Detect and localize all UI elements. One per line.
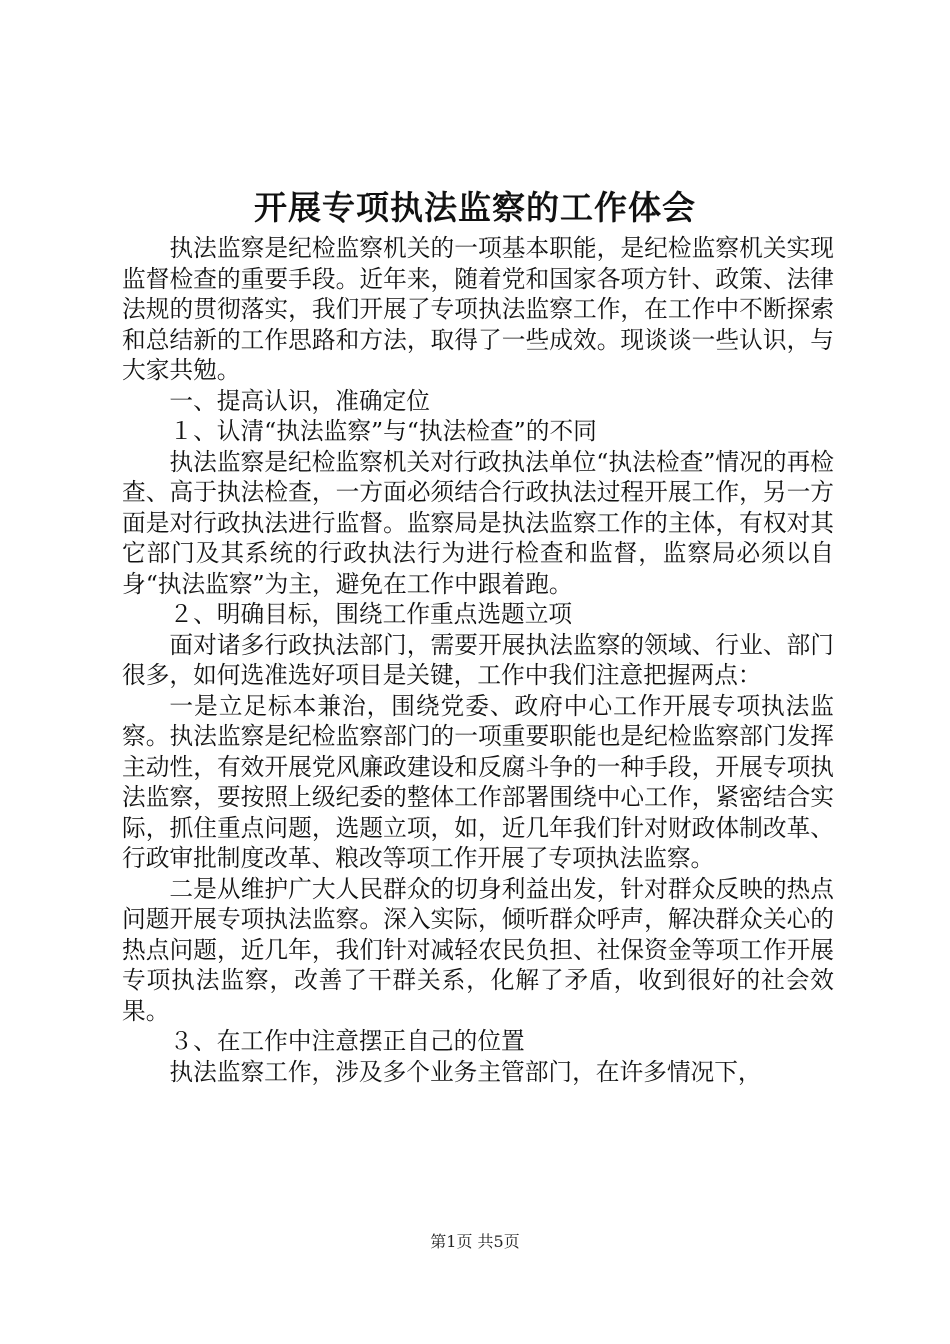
paragraph: 执法监察工作，涉及多个业务主管部门，在许多情况下， bbox=[169, 1057, 762, 1086]
subsection-heading: ３、在工作中注意摆正自己的位置 bbox=[169, 1027, 525, 1055]
subsection-heading: １、认清“执法监察”与“执法检查”的不同 bbox=[169, 417, 597, 445]
paragraph: 执法监察是纪检监察机关的一项基本职能，是纪检监察机关实现监督检查的重要手段。近年来，随着党和国家各项方针、政策、法律法规的贯彻落实，我们开展了专项执法监察工作，在工作中不断探索和总结新的工作思路和方法，取得了一些成效。现谈谈一些认识，与大家共勉。 bbox=[122, 234, 834, 384]
page-footer: 第1页 共5页 bbox=[430, 1232, 520, 1251]
subsection-heading: ２、明确目标，围绕工作重点选题立项 bbox=[169, 600, 573, 628]
paragraph: 一是立足标本兼治，围绕党委、政府中心工作开展专项执法监察。执法监察是纪检监察部门的一项重要职能也是纪检监察部门发挥主动性，有效开展党风廉政建设和反腐斗争的一种手段，开展专项执法监察，要按照上级纪委的整体工作部署围绕中心工作，紧密结合实际，抓住重点问题，选题立项，如，近几年我们针对财政体制改革、行政审批制度改革、粮改等项工作开展了专项执法监察。 bbox=[122, 691, 834, 872]
document-body bbox=[122, 233, 834, 1087]
paragraph: 面对诸多行政执法部门，需要开展执法监察的领域、行业、部门很多，如何选准选好项目是关键，工作中我们注意把握两点： bbox=[122, 630, 834, 689]
paragraph: 二是从维护广大人民群众的切身利益出发，针对群众反映的热点问题开展专项执法监察。深入实际，倾听群众呼声，解决群众关心的热点问题，近几年，我们针对减轻农民负担、社保资金等项工作开展专项执法监察，改善了干群关系，化解了矛盾，收到很好的社会效果。 bbox=[122, 874, 834, 1025]
paragraph: 执法监察是纪检监察机关对行政执法单位“执法检查”情况的再检查、高于执法检查，一方面必须结合行政执法过程开展工作，另一方面是对行政执法进行监督。监察局是执法监察工作的主体，有权对其它部门及其系统的行政执法行为进行检查和监督，监察局必须以自身“执法监察”为主，避免在工作中跟着跑。 bbox=[122, 447, 834, 598]
section-heading: 一、提高认识，准确定位 bbox=[169, 386, 430, 415]
document-title: 开展专项执法监察的工作体会 bbox=[254, 188, 696, 227]
